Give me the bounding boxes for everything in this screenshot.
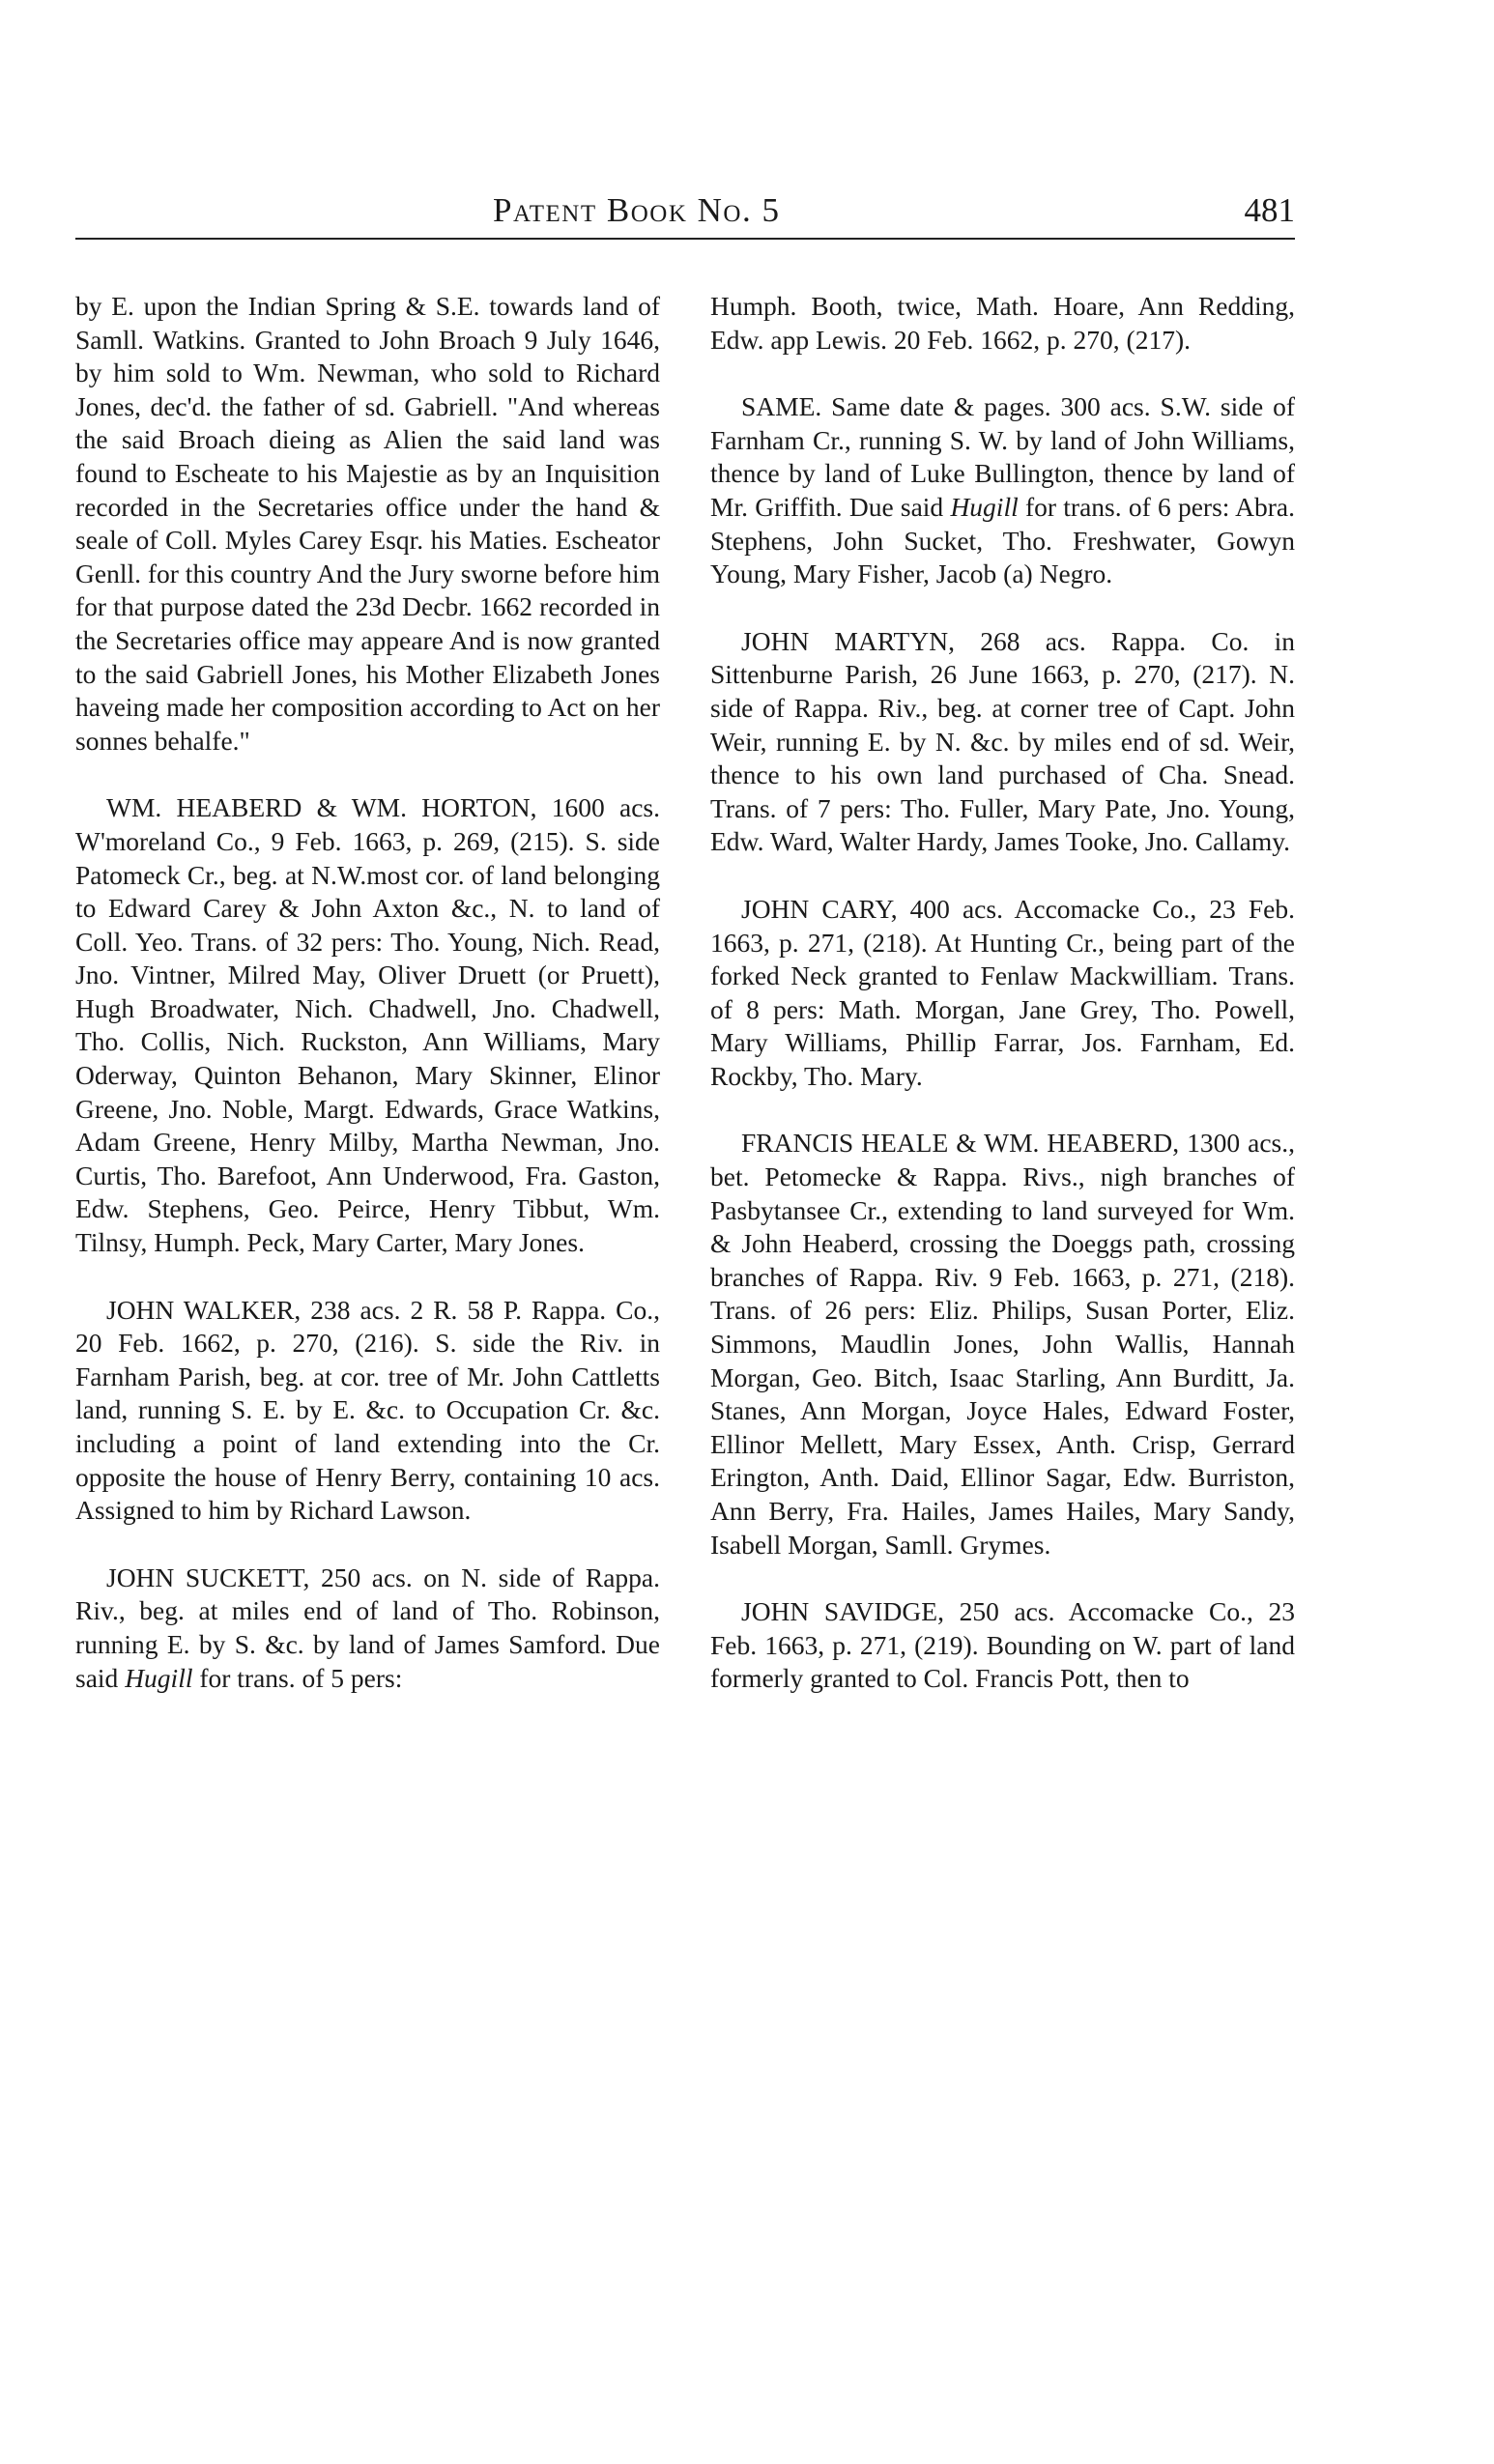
entry-john-savidge (710, 1595, 1295, 1696)
entry-text: JOHN SUCKETT, 250 acs. on N. side of Rappa. Riv., beg. at miles end of land of Tho. Robinson, running E. by S. &c. by land of James Samford. Due said Hugill for trans. of 5 pers: (75, 1561, 660, 1693)
entry-heale-heaberd (710, 1127, 1295, 1561)
entry-text: JOHN CARY, 400 acs. Accomacke Co., 23 Feb. 1663, p. 271, (218). At Hunting Cr., being part of the forked Neck granted to Fenlaw Mackwilliam. Trans. of 8 pers: Math. Morgan, Jane Grey, Tho. Powell, Mary Williams, Phillip Farrar, Jos. Farnham, Ed. Rockby, Tho. Mary. (710, 893, 1295, 1091)
running-title: Patent Book No. 5 (493, 191, 781, 229)
entry-john-suckett (75, 1561, 660, 1695)
entry-john-walker (75, 1294, 660, 1528)
entry-heaberd-horton (75, 791, 660, 1259)
entry-john-martyn (710, 625, 1295, 859)
header-rule (75, 238, 1295, 240)
entry-text: JOHN WALKER, 238 acs. 2 R. 58 P. Rappa. Co., 20 Feb. 1662, p. 270, (216). S. side the Riv. in Farnham Parish, beg. at cor. tree of Mr. John Cattletts land, running S. E. by E. &c. to Occupation Cr. &c. including a point of land extending into the Cr. opposite the house of Henry Berry, containing 10 acs. Assigned to him by Richard Lawson. (75, 1294, 660, 1526)
page-number: 481 (1244, 191, 1295, 229)
right-column (710, 290, 1295, 1730)
entry-text: WM. HEABERD & WM. HORTON, 1600 acs. W'moreland Co., 9 Feb. 1663, p. 269, (215). S. side Patomeck Cr., beg. at N.W.most cor. of land belonging to Edward Carey & John Axton &c., N. to land of Coll. Yeo. Trans. of 32 pers: Tho. Young, Nich. Read, Jno. Vintner, Milred May, Oliver Druett (or Pruett), Hugh Broadwater, Nich. Chadwell, Jno. Chadwell, Tho. Collis, Nich. Ruckston, Ann Williams, Mary Oderway, Quinton Behanon, Mary Skinner, Elinor Greene, Jno. Noble, Margt. Edwards, Grace Watkins, Adam Greene, Henry Milby, Martha Newman, Jno. Curtis, Tho. Barefoot, Ann Underwood, Fra. Gaston, Edw. Stephens, Geo. Peirce, Henry Tibbut, Wm. Tilnsy, Humph. Peck, Mary Carter, Mary Jones. (75, 792, 660, 1258)
entry-john-cary (710, 893, 1295, 1094)
entry-same (710, 390, 1295, 591)
page-header (75, 184, 1295, 240)
italic-name: Hugill (125, 1662, 193, 1693)
entry-text: JOHN SAVIDGE, 250 acs. Accomacke Co., 23 Feb. 1663, p. 271, (219). Bounding on W. part of land formerly granted to Col. Francis Pott, then to (710, 1596, 1295, 1694)
entry-text: FRANCIS HEALE & WM. HEABERD, 1300 acs., bet. Petomecke & Rappa. Rivs., nigh branches of Pasbytansee Cr., extending to land surveyed for Wm. & John Heaberd, crossing the Doeggs path, crossing branches of Rappa. Riv. 9 Feb. 1663, p. 271, (218). Trans. of 26 pers: Eliz. Philips, Susan Porter, Eliz. Simmons, Maudlin Jones, John Wallis, Hannah Morgan, Geo. Bitch, Isaac Starling, Ann Burditt, Ja. Stanes, Ann Morgan, Joyce Hales, Edward Foster, Ellinor Mellett, Mary Essex, Anth. Crisp, Gerrard Erington, Anth. Daid, Ellinor Sagar, Edw. Burriston, Ann Berry, Fra. Hailes, James Hailes, Mary Sandy, Isabell Morgan, Samll. Grymes. (710, 1128, 1295, 1560)
italic-name: Hugill (950, 491, 1019, 522)
entry-continuation: by E. upon the Indian Spring & S.E. towards land of Samll. Watkins. Granted to John Broach 9 July 1646, by him sold to Wm. Newman, who sold to Richard Jones, dec'd. the father of sd. Gabriell. "And whereas the said Broach dieing as Alien the said land was found to Escheate to his Majestie as by an Inquisition recorded in the Secretaries office under the hand & seale of Coll. Myles Carey Esqr. his Maties. Escheator Genll. for this country And the Jury sworne before him for that purpose dated the 23d Decbr. 1662 recorded in the Secretaries office may appeare And is now granted to the said Gabriell Jones, his Mother Elizabeth Jones haveing made her composition according to Act on her sonnes behalfe." (75, 291, 660, 756)
entry-text: JOHN MARTYN, 268 acs. Rappa. Co. in Sittenburne Parish, 26 June 1663, p. 270, (217). N. side of Rappa. Riv., beg. at corner tree of Capt. John Weir, running E. by N. &c. by miles end of sd. Weir, thence to his own land purchased of Cha. Snead. Trans. of 7 pers: Tho. Fuller, Mary Pate, Jno. Young, Edw. Ward, Walter Hardy, James Tooke, Jno. Callamy. (710, 625, 1295, 857)
entry-text: SAME. Same date & pages. 300 acs. S.W. side of Farnham Cr., running S. W. by land of John Williams, thence by land of Luke Bullington, thence by land of Mr. Griffith. Due said Hugill for trans. of 6 pers: Abra. Stephens, John Sucket, Tho. Freshwater, Gowyn Young, Mary Fisher, Jacob (a) Negro. (710, 391, 1296, 589)
entry-continuation: Humph. Booth, twice, Math. Hoare, Ann Redding, Edw. app Lewis. 20 Feb. 1662, p. 270, (217). (710, 291, 1295, 355)
left-column (75, 290, 660, 1729)
